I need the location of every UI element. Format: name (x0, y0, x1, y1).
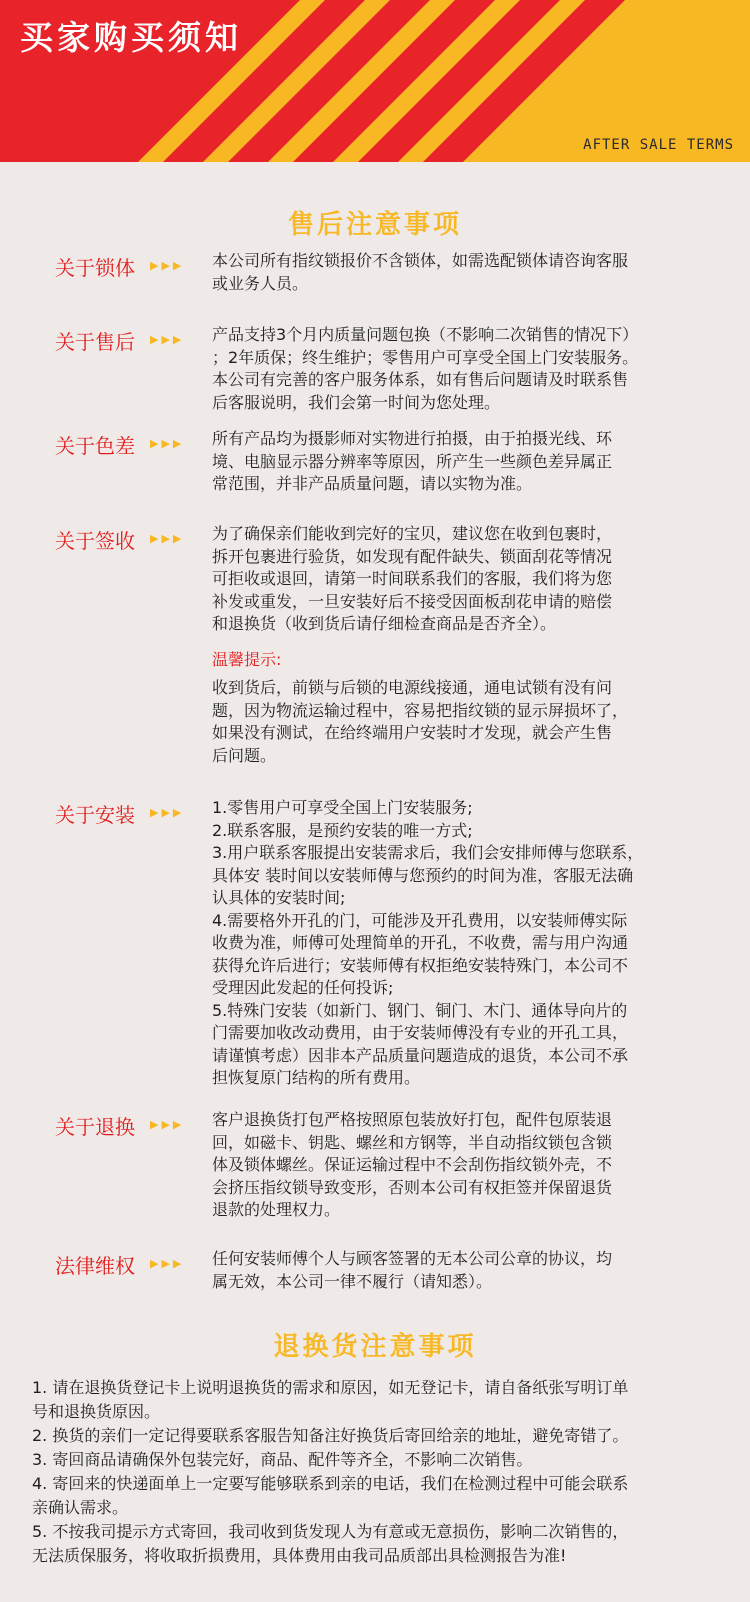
term-body-return-exchange: 客户退换货打包严格按照原包装放好打包，配件包原装退 回，如磁卡、钥匙、螺丝和方钢等，半自动指纹锁包含锁 体及锁体螺丝。保证运输过程中不会刮伤指纹锁外壳，不 会挤压指纹锁导致变形，否则本公司有权拒签并保留退货 退款的处理权力。 (212, 1110, 613, 1219)
term-label-installation: 关于安装 (55, 803, 135, 827)
arrow-icon: ▶▶▶ (150, 1118, 185, 1131)
return-notes-list (32, 1376, 732, 1568)
list-item: 4. 寄回来的快递面单上一定要写能够联系到亲的电话，我们在检测过程中可能会联系 (32, 1474, 629, 1493)
arrow-icon: ▶▶▶ (150, 532, 185, 545)
arrow-icon: ▶▶▶ (150, 333, 185, 346)
term-body-lock-body: 本公司所有指纹锁报价不含锁体，如需选配锁体请咨询客服 或业务人员。 (212, 251, 629, 293)
term-label-sign-receipt: 关于签收 (55, 529, 135, 553)
term-body-installation: 1.零售用户可享受全国上门安装服务; 2.联系客服，是预约安装的唯一方式; 3.用户联系客服提出安装需求后，我们会安排师傅与您联系， 具体安 装时间以安装师傅与您预约的时间为准，客服无法确 认具体的安装时间; 4.需要格外开孔的门，可能涉及开孔费用，以安装师傅实际 收费为准，师傅可处理简单的开孔，不收费，需与用户沟通 获得允许后进行；安装师傅有权拒绝安装特殊门，本公司不 受理因此发起的任何投诉; 5.特殊门安装（如新门、钢门、铜门、木门、通体导向片的 门需要加收改动费用，由于安装师傅没有专业的开孔工具， 请谨慎考虑）因非本产品质量问题造成的退货，本公司不承 担恢复原门结构的所有费用。 (212, 798, 644, 1087)
return-notes-title: 退换货注意事项 (273, 1332, 477, 1362)
page-title: 买家购买须知 (20, 18, 242, 57)
term-body-color-difference: 所有产品均为摄影师对实物进行拍摄，由于拍摄光线、环 境、电脑显示器分辨率等原因，所产生一些颜色差异属正 常范围，并非产品质量问题，请以实物为准。 (212, 429, 613, 493)
term-body-sign-receipt: 为了确保亲们能收到完好的宝贝，建议您在收到包裹时， 拆开包裹进行验货，如发现有配件缺失、锁面刮花等情况 可拒收或退回，请第一时间联系我们的客服，我们将为您 补发或重发，一旦安装好后不接受因面板刮花申请的赔偿 和退换货（收到货后请仔细检查商品是否齐全）。 (212, 524, 613, 633)
page-subtitle: AFTER SALE TERMS (583, 137, 734, 153)
term-label-after-sale: 关于售后 (55, 330, 135, 354)
header-banner (0, 0, 750, 162)
term-label-color-difference: 关于色差 (55, 434, 135, 458)
term-label-return-exchange: 关于退换 (55, 1115, 135, 1139)
arrow-icon: ▶▶▶ (150, 806, 185, 819)
term-label-lock-body: 关于锁体 (55, 256, 135, 280)
arrow-icon: ▶▶▶ (150, 1257, 185, 1270)
arrow-icon: ▶▶▶ (150, 259, 185, 272)
list-item: 无法质保服务，将收取折损费用，具体费用由我司品质部出具检测报告为准! (32, 1546, 567, 1565)
term-body-after-sale: 产品支持3个月内质量问题包换（不影响二次销售的情况下） ；2年质保；终生维护；零售用户可享受全国上门安装服务。 本公司有完善的客户服务体系，如有售后问题请及时联系售 后客服说明，我们会第一时间为您处理。 (212, 325, 639, 412)
list-item: 5. 不按我司提示方式寄回，我司收到货发现人为有意或无意损伤，影响二次销售的， (32, 1522, 629, 1541)
list-item: 2. 换货的亲们一定记得要联系客服告知备注好换货后寄回给亲的地址，避免寄错了。 (32, 1426, 629, 1445)
list-item: 1. 请在退换货登记卡上说明退换货的需求和原因，如无登记卡，请自备纸张写明订单 (32, 1378, 629, 1397)
list-item: 号和退换货原因。 (32, 1402, 161, 1421)
warm-tip-label: 温馨提示: (212, 650, 282, 669)
term-label-legal-rights: 法律维权 (55, 1254, 135, 1278)
after-sale-title: 售后注意事项 (287, 210, 462, 240)
term-body-legal-rights: 任何安装师傅个人与顾客签署的无本公司公章的协议，均 属无效，本公司一律不履行（请知悉）。 (212, 1249, 613, 1291)
warm-tip-body: 收到货后，前锁与后锁的电源线接通，通电试锁有没有问 题，因为物流运输过程中，容易把指纹锁的显示屏损坏了， 如果没有测试，在给终端用户安装时才发现，就会产生售 后问题。 (212, 678, 629, 765)
arrow-icon: ▶▶▶ (150, 437, 185, 450)
list-item: 3. 寄回商品请确保外包装完好，商品、配件等齐全，不影响二次销售。 (32, 1450, 533, 1469)
list-item: 亲确认需求。 (32, 1498, 129, 1517)
